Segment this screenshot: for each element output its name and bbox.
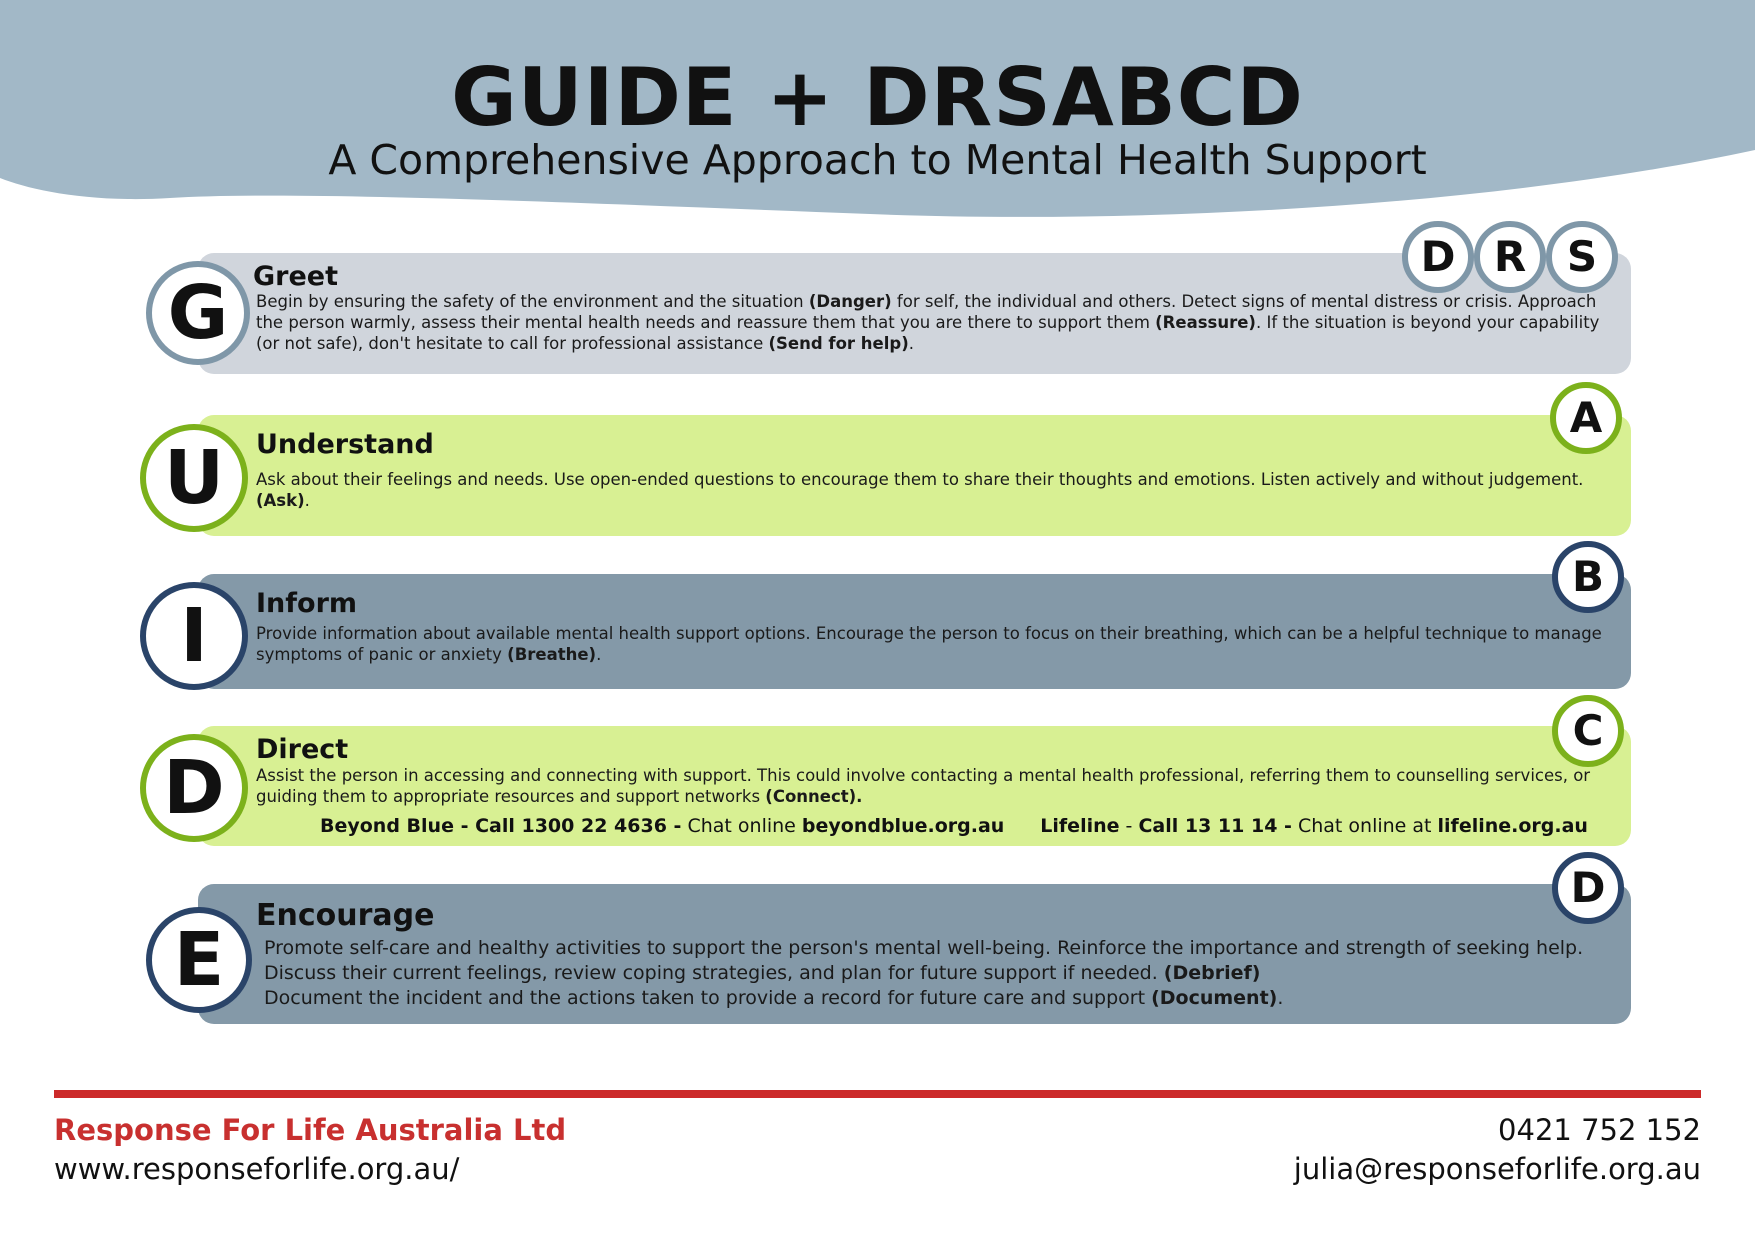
lifeline-call: Call 13 11 14 -	[1138, 815, 1292, 837]
encourage-letter-circle	[146, 907, 252, 1013]
beyond-blue-link[interactable]: beyondblue.org.au	[801, 815, 1005, 837]
understand-letter-circle	[140, 424, 248, 532]
badge-d-danger	[1402, 221, 1474, 293]
greet-description: Begin by ensuring the safety of the environment and the situation (Danger) for self, the individual and others. Detect signs of mental distress or crisis. Approach the person warmly, assess their mental health needs and reassure them that you are there to support them (Reassure). If the situation is beyond your capability (or not safe), don't hesitate to call for professional assistance (Send for help).	[256, 292, 1600, 353]
direct-heading: Direct	[256, 734, 349, 765]
badge-b-breathe	[1552, 541, 1624, 613]
footer-organisation: Response For Life Australia Ltd	[54, 1113, 567, 1147]
badge-letter: S	[1566, 232, 1598, 281]
greet-letter: G	[167, 270, 229, 356]
greet-letter-circle	[146, 261, 250, 365]
direct-letter: D	[163, 745, 225, 831]
badge-letter: D	[1420, 232, 1456, 281]
helpline-contacts: Beyond Blue - Call 1300 22 4636 - Chat online beyondblue.org.au Lifeline - Call 13 11 14 - Chat online at lifeline.org.au	[320, 815, 1588, 837]
footer-divider	[54, 1090, 1701, 1098]
encourage-letter: E	[173, 917, 225, 1003]
beyond-blue-call: Beyond Blue - Call 1300 22 4636 -	[320, 815, 682, 837]
badge-c-connect	[1552, 695, 1624, 767]
inform-letter: I	[180, 593, 208, 679]
greet-heading: Greet	[253, 261, 339, 292]
direct-letter-circle	[140, 734, 248, 842]
lifeline-name: Lifeline	[1040, 815, 1120, 837]
understand-letter: U	[163, 435, 225, 521]
understand-description: Ask about their feelings and needs. Use open-ended questions to encourage them to share their thoughts and emotions. Listen actively and without judgement. (Ask).	[256, 470, 1584, 510]
encourage-description: Promote self-care and healthy activities to support the person's mental well-being. Reinforce the importance and strength of seeking help. Discuss their current feelings, review coping strategies, and plan for future support if needed. (Debrief) Document the incident and the actions taken to provide a record for future care and support (Document).	[264, 937, 1584, 1009]
encourage-heading: Encourage	[256, 898, 435, 933]
lifeline-link[interactable]: lifeline.org.au	[1437, 815, 1588, 837]
badge-r-reassure	[1474, 221, 1546, 293]
badge-d-document	[1552, 852, 1624, 924]
inform-description: Provide information about available mental health support options. Encourage the person to focus on their breathing, which can be a helpful technique to manage symptoms of panic or anxiety (Breathe).	[256, 624, 1602, 664]
badge-a-ask	[1550, 382, 1622, 454]
footer-website-link[interactable]: www.responseforlife.org.au/	[54, 1152, 460, 1186]
inform-letter-circle	[140, 582, 248, 690]
badge-letter: D	[1570, 863, 1606, 912]
badge-letter: A	[1569, 393, 1603, 442]
badge-letter: R	[1493, 232, 1527, 281]
badge-letter: C	[1572, 706, 1604, 755]
inform-heading: Inform	[256, 588, 358, 619]
understand-heading: Understand	[256, 429, 434, 460]
footer-email-link[interactable]: julia@responseforlife.org.au	[1293, 1152, 1701, 1186]
badge-letter: B	[1571, 552, 1604, 601]
page-title: GUIDE + DRSABCD	[451, 51, 1304, 144]
direct-description: Assist the person in accessing and connecting with support. This could involve contacting a mental health professional, referring them to counselling services, or guiding them to appropriate resources and support networks (Connect).	[256, 766, 1591, 806]
page-subtitle: A Comprehensive Approach to Mental Health Support	[328, 136, 1427, 184]
footer-phone[interactable]: 0421 752 152	[1498, 1113, 1701, 1147]
badge-s-send-for-help	[1546, 221, 1618, 293]
